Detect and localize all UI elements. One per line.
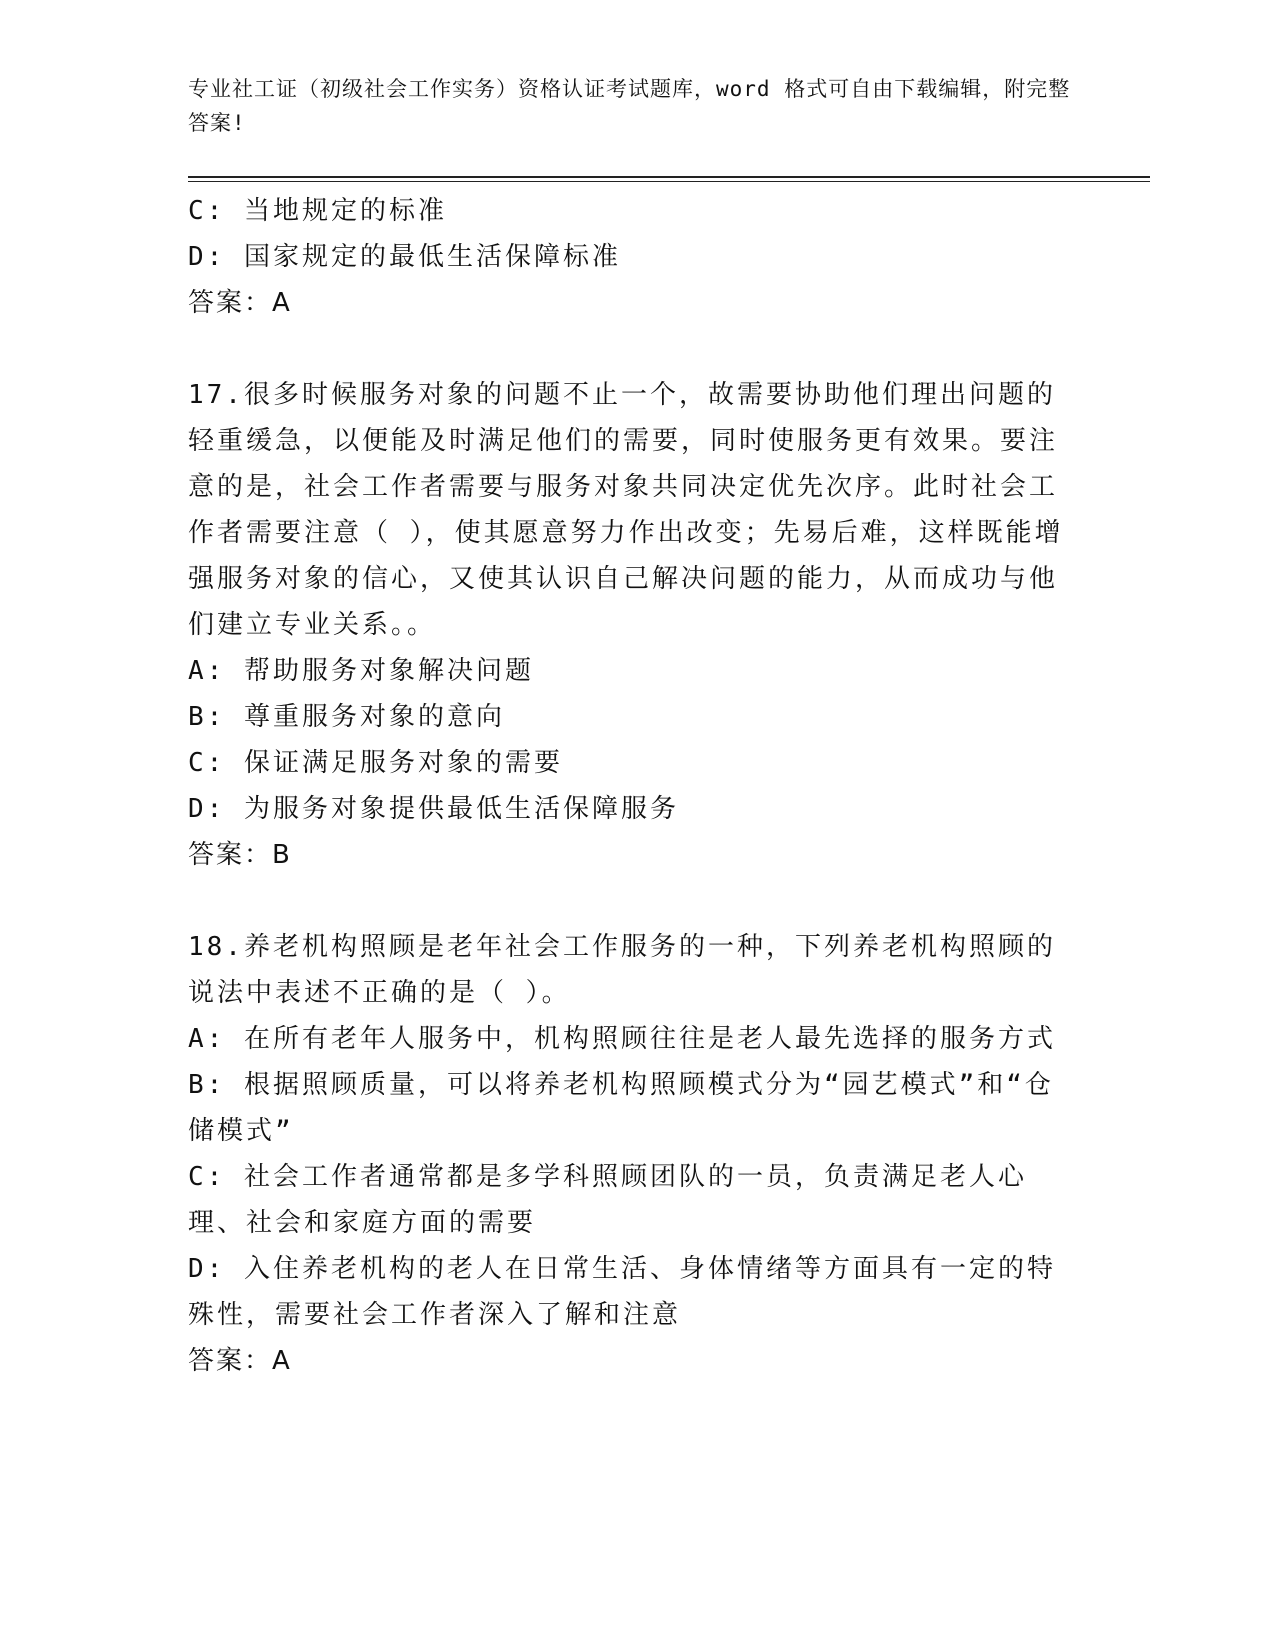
document-body (188, 188, 1078, 1384)
option-d: D: 为服务对象提供最低生活保障服务 (188, 794, 679, 824)
header-title: 专业社工证（初级社会工作实务）资格认证考试题库，word 格式可自由下载编辑，附完整答案! (188, 77, 1071, 135)
option-b: B: 尊重服务对象的意向 (188, 702, 505, 732)
question-17 (188, 372, 1078, 878)
answer-line: 答案：A (188, 288, 292, 318)
option-c: C: 当地规定的标准 (188, 196, 447, 226)
option-a: A: 帮助服务对象解决问题 (188, 656, 534, 686)
previous-question-tail (188, 188, 1078, 326)
question-text: 17.很多时候服务对象的问题不止一个，故需要协助他们理出问题的轻重缓急，以便能及时满足他们的需要，同时使服务更有效果。要注意的是，社会工作者需要与服务对象共同决定优先次序。此时社会工作者需要注意（ ），使其愿意努力作出改变；先易后难，这样既能增强服务对象的信心，又使其认识自己解决问题的能力，从而成功与他们建立专业关系。。 (188, 380, 1064, 640)
option-b: B: 根据照顾质量，可以将养老机构照顾模式分为“园艺模式”和“仓储模式” (188, 1070, 1054, 1146)
answer-line: 答案：B (188, 840, 292, 870)
page-header (188, 72, 1078, 140)
answer-line: 答案：A (188, 1346, 292, 1376)
question-18 (188, 924, 1078, 1384)
header-divider (188, 176, 1150, 182)
option-d: D: 入住养老机构的老人在日常生活、身体情绪等方面具有一定的特殊性，需要社会工作者深入了解和注意 (188, 1254, 1056, 1330)
question-text: 18.养老机构照顾是老年社会工作服务的一种，下列养老机构照顾的说法中表述不正确的是（ ）。 (188, 932, 1056, 1008)
option-d: D: 国家规定的最低生活保障标准 (188, 242, 621, 272)
option-c: C: 社会工作者通常都是多学科照顾团队的一员，负责满足老人心理、社会和家庭方面的需要 (188, 1162, 1027, 1238)
option-a: A: 在所有老年人服务中，机构照顾往往是老人最先选择的服务方式 (188, 1024, 1056, 1054)
option-c: C: 保证满足服务对象的需要 (188, 748, 563, 778)
